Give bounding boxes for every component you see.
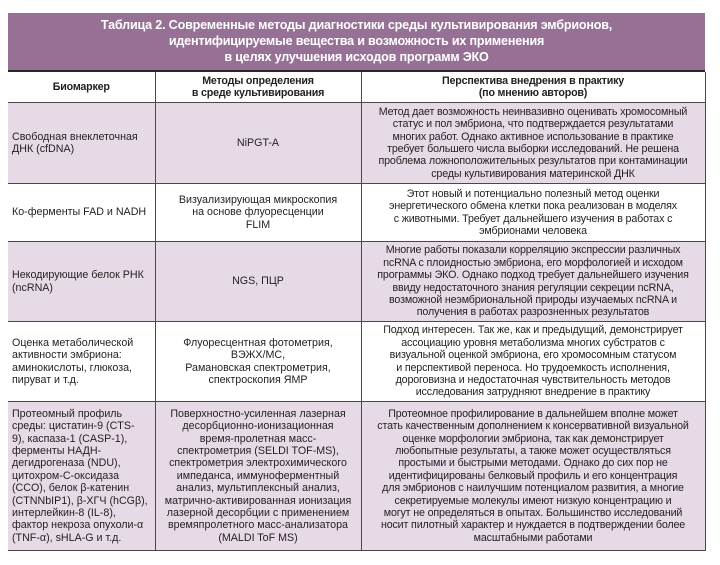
cell-text-line: простыми и быстрыми методами. Однако до сих пор не <box>398 457 668 470</box>
cell-text-line: Флуоресцентная фотометрия, <box>183 336 333 349</box>
cell-text-line: среды: цистатин-9 (CTS- <box>12 420 135 433</box>
biomarker-cell <box>8 184 155 242</box>
cell-text-line: интерлейкин-8 (IL-8), <box>12 507 116 520</box>
table-header-row <box>8 72 705 103</box>
cell-text-line: спектроскопия ЯМР <box>208 373 308 386</box>
methods-cell <box>155 184 361 242</box>
column-header-methods <box>155 72 361 103</box>
cell-text-line: аминокислоты, глюкоза, <box>12 361 133 374</box>
cell-text-line: проблема ложноположительных результатов при контаминации <box>378 155 688 168</box>
cell-text-line: Этот новый и потенциально полезный метод оценки <box>406 187 660 200</box>
cell-text-line: ассоциацию уровня метаболизма многих субстратов с <box>401 336 665 349</box>
cell-text-line: Некодирующие белок РНК <box>12 269 144 282</box>
cell-text-line: ферменты НАДН- <box>12 444 102 457</box>
cell-text-line: программы ЭКО. Однако подход требует дальнейшего изучения <box>377 269 689 282</box>
table-row <box>8 184 705 242</box>
methods-cell <box>155 103 361 184</box>
cell-text-line: ВЭЖХ/МС, <box>230 349 286 362</box>
cell-text-line: дегидрогеназа (NDU), <box>12 457 121 470</box>
cell-text-line: получения в работах разрозненных результатов <box>416 306 650 319</box>
title-line: идентифицируемые вещества и возможность их применения <box>168 34 545 48</box>
diagnostics-table <box>8 72 706 551</box>
cell-text-line: секретируемые молекулы имеют низкую концентрацию и <box>394 494 672 507</box>
title-line: Таблица 2. Современные методы диагностики среды культивирования эмбрионов, <box>100 18 613 32</box>
column-header-biomarker <box>8 72 155 103</box>
cell-text-line: Визуализирующая микроскопия <box>178 193 338 206</box>
cell-text-line: энергетического обмена клетки пока реализован в моделях <box>389 200 677 213</box>
biomarker-cell <box>8 402 155 551</box>
table-row <box>8 103 705 184</box>
column-header-perspective <box>361 72 705 103</box>
cell-text-line: спектрометрия (SELDI TOF-MS), <box>177 444 339 457</box>
cell-text-line: среды культивирования материнской ДНК <box>431 167 635 180</box>
perspective-cell <box>361 402 705 551</box>
cell-text-line: 9), каспаза-1 (CASP-1), <box>12 432 128 445</box>
cell-text-line: спектрометрия электрохимического <box>169 457 347 470</box>
cell-text-line: активности эмбриона: <box>12 349 122 362</box>
cell-text-line: Рамановская спектрометрия, <box>185 361 331 374</box>
cell-text-line: на основе флуоресценции <box>192 206 324 219</box>
cell-text-line: Поверхностно-усиленная лазерная <box>170 407 346 420</box>
cell-text-line: лазерной десорбции с применением <box>166 507 350 520</box>
cell-text-line: анализ, мультиплексный анализ, <box>176 482 340 495</box>
perspective-cell <box>361 184 705 242</box>
cell-text-line: (TNF-α), sHLA-G и т.д. <box>12 531 122 544</box>
cell-text-line: Многие работы показали корреляцию экспрессии различных <box>385 244 681 257</box>
cell-text-line: ввиду недостаточного знания регуляции секреции ncRNA, <box>392 281 674 294</box>
cell-text-line: для эмбрионов с наилучшим потенциалом развития, а многие <box>382 482 684 495</box>
biomarker-cell <box>8 103 155 184</box>
table-row <box>8 322 705 402</box>
cell-text-line: Протеомный профиль <box>12 407 123 420</box>
biomarker-cell <box>8 242 155 322</box>
title-line: в целях улучшения исходов программ ЭКО <box>224 50 489 64</box>
table-container <box>8 13 705 551</box>
cell-text-line: статус и пол эмбриона, что подтверждается результатами <box>392 118 674 131</box>
cell-text-line: NGS, ПЦР <box>232 275 284 288</box>
cell-text-line: могут не определяться в опытах. Большинство исследований <box>383 507 683 520</box>
cell-text-line: и перспективой переноса. Но трудоемкость исполнения, <box>396 361 670 374</box>
cell-text-line: любопытные результаты, а также может осуществляться <box>395 444 671 457</box>
cell-text-line: Свободная внеклеточная <box>12 130 138 143</box>
table-row <box>8 242 705 322</box>
cell-text-line: идентифицированы белковый профиль и его концентрация <box>388 469 678 482</box>
cell-text-line: (MALDI ToF MS) <box>218 531 298 544</box>
cell-text-line: цитохром-С-оксидаза <box>12 469 120 482</box>
cell-text-line: требует большего числа выборки исследований. Не решена <box>387 143 679 155</box>
cell-text-line: Метод дает возможность неинвазивно оценивать хромосомный <box>378 105 688 118</box>
perspective-cell <box>361 322 705 402</box>
cell-text-line: Перспектива внедрения в практику <box>442 74 624 87</box>
cell-text-line: Биомаркер <box>52 80 110 93</box>
cell-text-line: ДНК (cfDNA) <box>12 143 75 155</box>
cell-text-line: с животными. Требует дальнейшего изучения в работах с <box>393 212 673 225</box>
perspective-cell <box>361 242 705 322</box>
cell-text-line: дороговизна и недостаточная чувствительность методов <box>395 373 671 386</box>
cell-text-line: десорбционно-ионизационная <box>182 420 334 433</box>
methods-cell <box>155 322 361 402</box>
methods-cell <box>155 242 361 322</box>
cell-text-line: Протеомное профилирование в дальнейшем вполне может <box>388 407 678 420</box>
perspective-cell <box>361 103 705 184</box>
biomarker-cell <box>8 322 155 402</box>
cell-text-line: импеданса, иммуноферментный <box>176 469 340 482</box>
table-row <box>8 402 705 551</box>
cell-text-line: времяпролетного масс-анализатора <box>167 519 349 532</box>
cell-text-line: (по мнению авторов) <box>478 87 588 99</box>
cell-text-line: оценке морфологии эмбриона, так как демонстрирует <box>402 432 664 445</box>
cell-text-line: (CCO), белок β-катенин <box>12 482 130 495</box>
methods-cell <box>155 402 361 551</box>
cell-text-line: носит пилотный характер и нуждается в подтверждении более <box>380 519 686 532</box>
cell-text-line: Ко-ферменты FAD и NADH <box>12 206 147 219</box>
cell-text-line: возможной неэмбриональной природы изучаемых ncRNA и <box>388 293 677 306</box>
cell-text-line: визуальной оценкой эмбриона, его хромосомным статусом <box>389 349 677 362</box>
cell-text-line: масштабными работами <box>473 531 593 544</box>
cell-text-line: матрично-активированная ионизация <box>164 494 352 507</box>
cell-text-line: многих работ. Однако активное использование в практике <box>392 130 674 143</box>
cell-text-line: Подход интересен. Так же, как и предыдущий, демонстрирует <box>383 324 683 337</box>
cell-text-line: (CTNNbIP1), β-ХГЧ (hCGβ), <box>12 494 148 507</box>
cell-text-line: ncRNA с плоидностью эмбриона, его морфологией и исходом <box>383 256 683 269</box>
cell-text-line: фактор некроза опухоли-α <box>12 519 144 532</box>
cell-text-line: FLIM <box>245 218 271 231</box>
cell-text-line: пируват и т.д. <box>12 373 79 386</box>
cell-text-line: в среде культивирования <box>191 87 325 99</box>
cell-text-line: Оценка метаболической <box>12 336 134 349</box>
cell-text-line: Методы определения <box>202 74 314 87</box>
table-title <box>8 13 705 72</box>
cell-text-line: (ncRNA) <box>12 281 53 294</box>
cell-text-line: эмбрионами человека <box>479 224 587 237</box>
cell-text-line: стать качественным дополнением к консервативной визуальной <box>377 420 689 433</box>
cell-text-line: NiPGT-A <box>236 136 280 149</box>
cell-text-line: время-пролетная масс- <box>199 432 317 445</box>
cell-text-line: исследования затрудняют внедрение в практику <box>415 386 651 399</box>
